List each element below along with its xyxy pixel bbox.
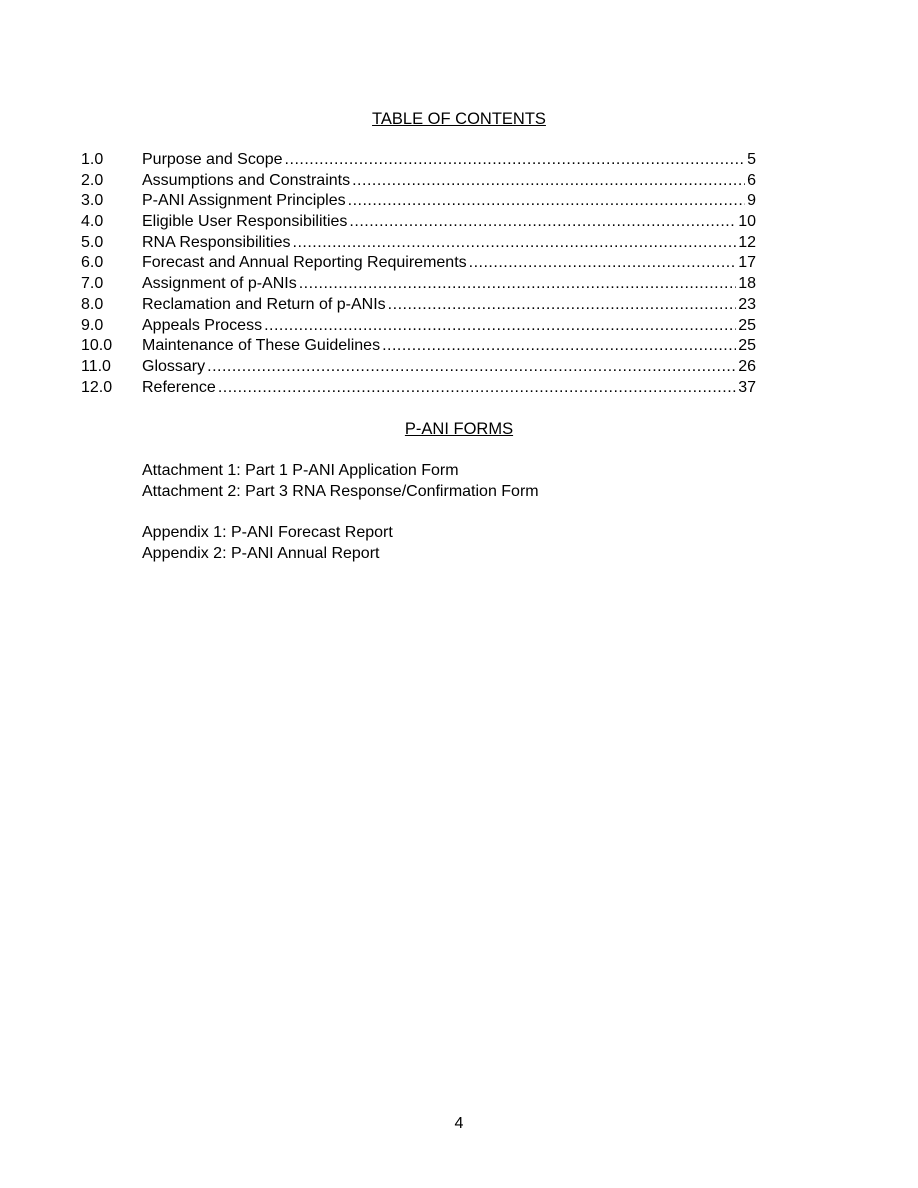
toc-dot-leader: [264, 316, 736, 337]
toc-entry-page: 18: [738, 275, 756, 293]
toc-entry-number: 8.0: [81, 295, 104, 313]
toc-dot-leader: [349, 212, 736, 233]
toc-entry-title: Purpose and Scope: [142, 151, 283, 168]
toc-entry-number: 3.0: [81, 192, 104, 210]
toc-heading: TABLE OF CONTENTS: [372, 110, 546, 128]
toc-entry-title: RNA Responsibilities: [142, 233, 291, 251]
toc-entry-number: 2.0: [81, 171, 104, 189]
toc-entry-page: 25: [738, 337, 756, 355]
toc-entry-title: Glossary: [142, 357, 206, 375]
forms-heading: P-ANI FORMS: [404, 420, 514, 438]
toc-entry-number: 12.0: [81, 378, 113, 396]
toc-entry-title: P-ANI Assignment Principles: [142, 192, 346, 210]
appendix-item[interactable]: Appendix 2: P-ANI Annual Report: [142, 545, 380, 562]
toc-entry-title: Maintenance of These Guidelines: [142, 337, 381, 355]
toc-entry[interactable]: [81, 336, 756, 357]
toc-entry-page: 23: [738, 295, 756, 313]
toc-entry[interactable]: [81, 253, 756, 274]
toc-entry[interactable]: [81, 316, 756, 337]
toc-entry[interactable]: [81, 295, 756, 316]
toc-entry[interactable]: [81, 357, 756, 378]
toc-dot-leader: [293, 233, 737, 254]
page-number: 4: [454, 1115, 464, 1132]
toc-entry[interactable]: [81, 212, 756, 233]
toc-entry-title: Assumptions and Constraints: [142, 171, 351, 189]
toc-entry-number: 1.0: [81, 151, 104, 168]
appendices-list: [142, 522, 792, 564]
attachment-item[interactable]: Attachment 2: Part 3 RNA Response/Confirmation Form: [142, 483, 539, 500]
toc-entry[interactable]: [81, 233, 756, 254]
toc-entry[interactable]: [81, 378, 756, 399]
toc-entry-title: Assignment of p-ANIs: [142, 275, 297, 293]
attachments-list: [142, 460, 792, 502]
toc-entry-page: 9: [747, 192, 756, 210]
toc-entry-page: 37: [738, 378, 756, 396]
toc-dot-leader: [352, 171, 745, 192]
toc-entry-title: Appeals Process: [142, 316, 263, 334]
toc-entry[interactable]: [81, 171, 756, 192]
toc-dot-leader: [285, 150, 746, 171]
toc-entry-page: 25: [738, 316, 756, 334]
toc-entry-title: Reference: [142, 378, 216, 396]
toc-entry-title: Eligible User Responsibilities: [142, 213, 348, 231]
toc-entry-page: 26: [738, 357, 756, 375]
toc-entry[interactable]: [81, 150, 756, 171]
table-of-contents: [81, 150, 756, 398]
toc-dot-leader: [382, 336, 736, 357]
toc-entry-title: Forecast and Annual Reporting Requirements: [142, 254, 467, 272]
toc-entry-page: 10: [738, 213, 756, 231]
toc-entry-number: 6.0: [81, 254, 104, 272]
toc-entry-number: 4.0: [81, 213, 104, 231]
toc-dot-leader: [207, 357, 736, 378]
appendix-item[interactable]: Appendix 1: P-ANI Forecast Report: [142, 524, 393, 541]
toc-entry-page: 17: [738, 254, 756, 272]
toc-entry-page: 5: [747, 151, 756, 168]
toc-entry[interactable]: [81, 274, 756, 295]
toc-dot-leader: [348, 191, 745, 212]
toc-entry-number: 9.0: [81, 316, 104, 334]
toc-entry[interactable]: [81, 191, 756, 212]
toc-entry-page: 12: [738, 233, 756, 251]
toc-dot-leader: [469, 253, 737, 274]
toc-entry-number: 5.0: [81, 233, 104, 251]
toc-dot-leader: [299, 274, 736, 295]
attachment-item[interactable]: Attachment 1: Part 1 P-ANI Application Form: [142, 462, 459, 479]
toc-entry-number: 7.0: [81, 275, 104, 293]
toc-entry-title: Reclamation and Return of p-ANIs: [142, 295, 386, 313]
toc-entry-page: 6: [747, 171, 756, 189]
toc-entry-number: 10.0: [81, 337, 113, 355]
toc-entry-number: 11.0: [81, 357, 111, 375]
toc-dot-leader: [388, 295, 737, 316]
toc-dot-leader: [218, 378, 736, 399]
